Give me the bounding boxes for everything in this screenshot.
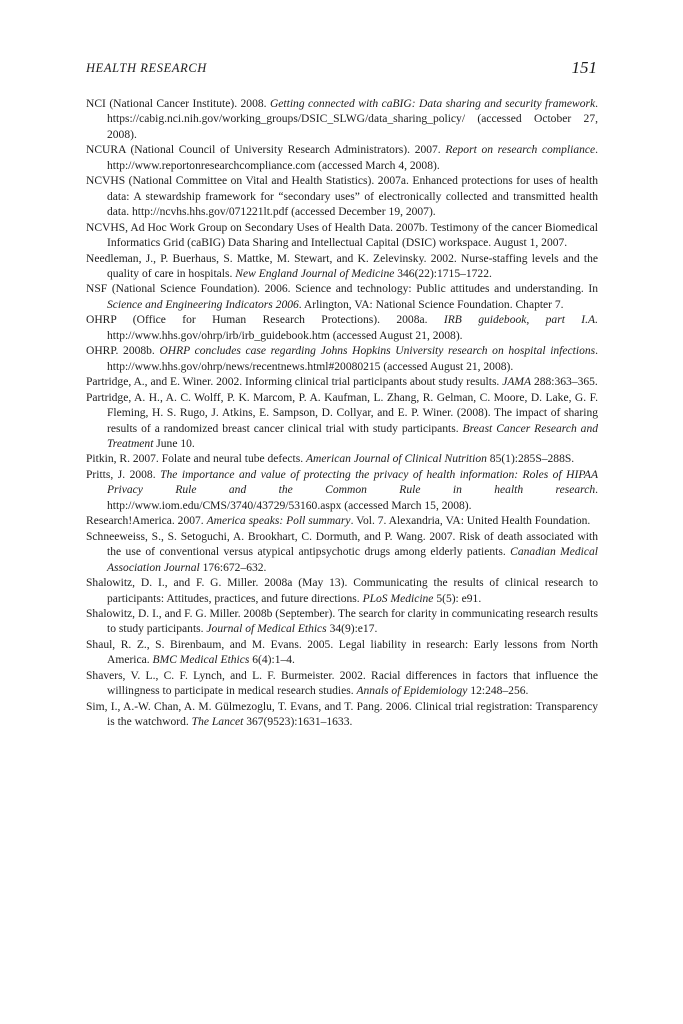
reference-text: NSF (National Science Foundation). 2006. Science and technology: Public attitudes and understanding. In (86, 283, 598, 296)
reference-text: OHRP. 2008b. (86, 345, 160, 358)
reference-text: . Arlington, VA: National Science Foundation. Chapter 7. (298, 298, 564, 311)
reference-text: NCVHS, Ad Hoc Work Group on Secondary Uses of Health Data. 2007b. Testimony of the cancer Biomedical Informatics Grid (caBIG) Data Sharing and Intellectual Capital (DSIC) workspace. August 1, 2007. (86, 221, 598, 250)
reference-text: 5(5): e91. (433, 592, 482, 605)
reference-title-italic: JAMA (502, 376, 532, 389)
reference-text: Research!America. 2007. (86, 515, 207, 528)
reference-entry (86, 252, 598, 283)
reference-title-italic: The importance and value of protecting the privacy of health information: Roles of HIPAA Privacy Rule and the Common Rule in health research (107, 468, 598, 497)
reference-text: 12:248–256. (467, 685, 529, 698)
reference-text: Partridge, A., and E. Winer. 2002. Informing clinical trial participants about study results. (86, 376, 503, 389)
reference-entry (86, 700, 598, 731)
reference-title-italic: Science and Engineering Indicators 2006 (107, 298, 299, 311)
reference-entry (86, 530, 598, 576)
reference-title-italic: OHRP concludes case regarding Johns Hopkins University research on hospital infections (159, 345, 596, 358)
reference-text: Pritts, J. 2008. (86, 468, 161, 481)
reference-title-italic: IRB guidebook, part I.A. (443, 314, 598, 327)
reference-entry (86, 97, 598, 143)
reference-entry (86, 638, 598, 669)
reference-entry (86, 313, 598, 344)
reference-title-italic: Getting connected with caBIG: Data sharing and security framework (269, 98, 596, 110)
reference-text: 34(9):e17. (326, 623, 378, 636)
reference-text: . http://www.reportonresearchcompliance.com (accessed March 4, 2008). (107, 144, 599, 172)
reference-entry (86, 468, 598, 514)
reference-entry (86, 375, 598, 390)
reference-text: Shalowitz, D. I., and F. G. Miller. 2008b (September). The search for clarity in communicating research results to study participants. (86, 607, 598, 636)
reference-entry (86, 607, 598, 638)
running-header (86, 58, 597, 80)
reference-entry (86, 391, 598, 453)
reference-title-italic: The Lancet (191, 716, 244, 729)
page-number: 151 (571, 58, 597, 77)
reference-text: June 10. (153, 437, 195, 450)
reference-title-italic: New England Journal of Medicine (235, 267, 395, 280)
reference-title-italic: Breast Cancer Research and Treatment (107, 422, 598, 450)
reference-text: NCURA (National Council of University Research Administrators). 2007. (86, 144, 446, 157)
reference-text: Shalowitz, D. I., and F. G. Miller. 2008a (May 13). Communicating the results of clinical research to participants: Attitudes, practices, and future directions. (86, 577, 598, 605)
reference-text: Needleman, J., P. Buerhaus, S. Mattke, M. Stewart, and K. Zelevinsky. 2002. Nurse-staffing levels and the quality of care in hospitals. (86, 252, 598, 280)
reference-text: Partridge, A. H., A. C. Wolff, P. K. Marcom, P. A. Kaufman, L. Zhang, R. Gelman, C. Moore, D. Lake, G. F. Fleming, H. S. Rugo, J. Atkins, E. Sampson, D. Collyar, and E. P. Winer. (2008). The impact of sharing results of a randomized breast cancer clinical trial with study participants. (86, 391, 598, 435)
reference-title-italic: American Journal of Clinical Nutrition (306, 453, 487, 466)
reference-title-italic: Annals of Epidemiology (356, 685, 468, 698)
reference-text: 176:672–632. (199, 561, 267, 574)
reference-entry (86, 669, 598, 700)
reference-title-italic: Journal of Medical Ethics (206, 623, 327, 636)
reference-entry (86, 221, 598, 252)
reference-entry (86, 174, 598, 220)
reference-text: . http://www.hhs.gov/ohrp/news/recentnews.html#20080215 (accessed August 21, 2008). (107, 345, 599, 373)
reference-text: Pitkin, R. 2007. Folate and neural tube defects. (86, 453, 306, 466)
reference-text: . http://www.iom.edu/CMS/3740/43729/53160.aspx (accessed March 15, 2008). (107, 484, 598, 512)
reference-title-italic: PLoS Medicine (362, 592, 434, 605)
running-title: HEALTH RESEARCH (86, 61, 207, 75)
reference-title-italic: America speaks: Poll summary (206, 515, 351, 528)
reference-text: http://www.hhs.gov/ohrp/irb/irb_guidebook.htm (accessed August 21, 2008). (107, 329, 463, 342)
reference-text: Shaul, R. Z., S. Birenbaum, and M. Evans. 2005. Legal liability in research: Early lessons from North America. (86, 638, 598, 667)
reference-entry (86, 344, 598, 375)
reference-text: NCI (National Cancer Institute). 2008. (86, 98, 270, 110)
reference-entry (86, 282, 598, 313)
reference-entry (86, 452, 598, 467)
reference-text: 6(4):1–4. (249, 654, 295, 667)
reference-text: NCVHS (National Committee on Vital and Health Statistics). 2007a. Enhanced protections for uses of health data: A stewardship framework for “secondary uses” of electronically collected and transmitted health data. http://ncvhs.hhs.gov/071221lt.pdf (accessed December 19, 2007). (86, 175, 598, 219)
reference-text: OHRP (Office for Human Research Protections). 2008a. (86, 314, 444, 327)
reference-text: Sim, I., A.-W. Chan, A. M. Gülmezoglu, T. Evans, and T. Pang. 2006. Clinical trial registration: Transparency is the watchword. (86, 700, 598, 729)
reference-text: . https://cabig.nci.nih.gov/working_groups/DSIC_SLWG/data_sharing_policy/ (accessed October 27, 2008). (107, 98, 598, 141)
reference-title-italic: Canadian Medical Association Journal (107, 546, 598, 574)
reference-title-italic: BMC Medical Ethics (152, 654, 250, 667)
reference-entry (86, 514, 598, 529)
reference-text: . Vol. 7. Alexandria, VA: United Health Foundation. (350, 515, 591, 528)
reference-entry (86, 576, 598, 607)
reference-text: Schneeweiss, S., S. Setoguchi, A. Brookhart, C. Dormuth, and P. Wang. 2007. Risk of death associated with the use of conventional versus atypical antipsychotic drugs among elderly patients. (86, 530, 598, 559)
reference-text: 85(1):285S–288S. (486, 453, 575, 466)
reference-entry (86, 143, 598, 174)
reference-text: 346(22):1715–1722. (394, 267, 492, 280)
reference-text: Shavers, V. L., C. F. Lynch, and L. F. Burmeister. 2002. Racial differences in factors that influence the willingness to participate in medical research studies. (86, 669, 598, 698)
reference-text: 288:363–365. (531, 376, 598, 389)
reference-list (86, 97, 598, 731)
reference-text: 367(9523):1631–1633. (243, 716, 353, 729)
reference-title-italic: Report on research compliance (445, 144, 596, 157)
